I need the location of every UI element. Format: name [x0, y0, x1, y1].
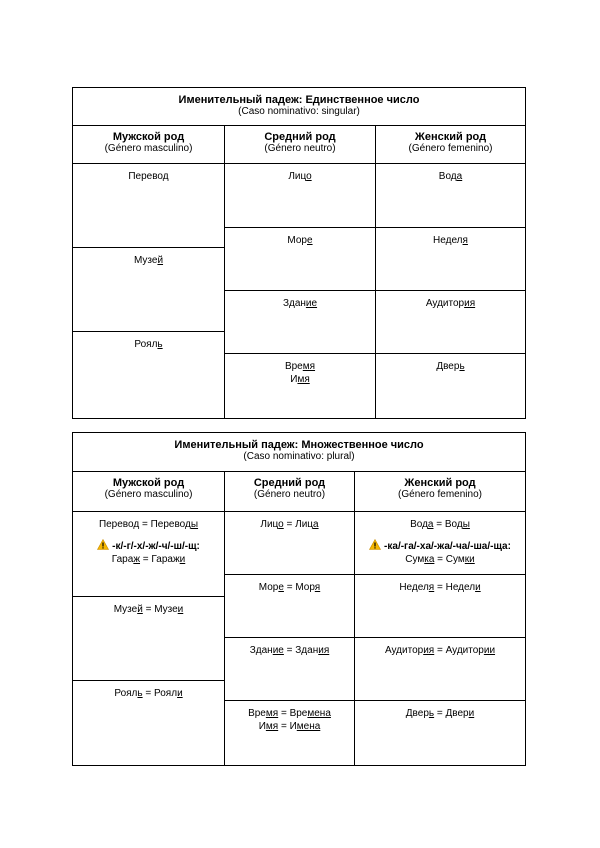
plural-title-block [73, 433, 525, 472]
word-line: Музей = Музеи [113, 604, 184, 615]
singular-title-block [73, 88, 525, 126]
warning-icon [97, 539, 109, 550]
table-cell [225, 575, 354, 638]
word-line: Здание [282, 298, 318, 309]
table-cell [376, 164, 525, 228]
plural-subtitle: (Caso nominativo: plural) [243, 451, 355, 462]
table-cell [225, 512, 354, 575]
word-line: Время [284, 361, 316, 372]
word-line: Аудитория = Аудитории [384, 645, 496, 656]
word-line: Лицо [288, 171, 312, 182]
singular-table [72, 87, 526, 419]
table-cell [225, 228, 375, 291]
column-title: Мужской род [112, 131, 185, 143]
singular-title: Именительный падеж: Единственное число [178, 94, 420, 106]
plural-column [224, 472, 354, 765]
table-cell [73, 597, 224, 681]
table-cell [376, 291, 525, 354]
table-cell [73, 681, 224, 765]
column-title: Мужской род [112, 477, 185, 489]
table-cell [225, 291, 375, 354]
table-cell [73, 332, 224, 416]
word-line: Дверь = Двери [405, 708, 475, 719]
column-title: Женский род [414, 131, 487, 143]
plural-title: Именительный падеж: Множественное число [174, 439, 424, 451]
plural-column [354, 472, 525, 765]
word-line: Сумка = Сумки [405, 554, 475, 565]
singular-column [73, 126, 224, 418]
column-subtitle: (Género femenino) [398, 489, 482, 500]
table-cell [73, 512, 224, 597]
table-cell [73, 248, 224, 332]
table-cell [73, 164, 224, 248]
column-title: Средний род [253, 477, 326, 489]
singular-column [224, 126, 375, 418]
column-subtitle: (Género masculino) [104, 489, 193, 500]
word-line: Перевод = Переводы [98, 519, 199, 530]
plural-table [72, 432, 526, 766]
word-line: Море = Моря [258, 582, 321, 593]
word-line: Время = Времена [248, 708, 331, 719]
column-subtitle: (Género neutro) [253, 489, 326, 500]
word-line: Вода [438, 171, 463, 182]
column-title: Женский род [404, 477, 476, 489]
table-cell [355, 575, 525, 638]
word-line: Вода = Воды [410, 519, 470, 530]
column-subtitle: (Género femenino) [408, 143, 493, 154]
column-header [73, 472, 224, 512]
word-line: Здание = Здания [249, 645, 330, 656]
table-cell [225, 638, 354, 701]
column-header [355, 472, 525, 512]
word-line: Аудитория [425, 298, 476, 309]
table-cell [355, 638, 525, 701]
singular-subtitle: (Caso nominativo: singular) [238, 106, 360, 117]
word-line: Море [287, 235, 313, 246]
word-line: Дверь [436, 361, 465, 372]
word-line: Неделя = Недели [399, 582, 481, 593]
word-line: Имя = Имена [258, 721, 321, 732]
word-line: Музей [133, 255, 164, 266]
word-line: Неделя [433, 235, 468, 246]
word-line: Перевод [128, 171, 169, 182]
table-cell [355, 701, 525, 764]
column-title: Средний род [264, 131, 336, 143]
column-header [73, 126, 224, 164]
table-cell [225, 354, 375, 416]
word-line: Рояль = Рояли [114, 688, 183, 699]
table-cell [376, 354, 525, 416]
column-subtitle: (Género masculino) [104, 143, 193, 154]
word-line: Имя [290, 374, 310, 385]
singular-column [375, 126, 525, 418]
word-line: Лицо = Лица [260, 519, 319, 530]
column-header [225, 472, 354, 512]
warning-note: -к/-г/-х/-ж/-ч/-ш/-щ: [73, 539, 224, 553]
table-cell [225, 164, 375, 228]
table-cell [355, 512, 525, 575]
column-header [376, 126, 525, 164]
column-subtitle: (Género neutro) [264, 143, 336, 154]
warning-note: -ка/-га/-ха/-жа/-ча/-ша/-ща: [355, 539, 525, 553]
table-cell [376, 228, 525, 291]
word-line: Гараж = Гаражи [111, 554, 186, 565]
warning-icon [369, 539, 381, 550]
column-header [225, 126, 375, 164]
plural-column [73, 472, 224, 765]
word-line: Рояль [134, 339, 163, 350]
table-cell [225, 701, 354, 764]
